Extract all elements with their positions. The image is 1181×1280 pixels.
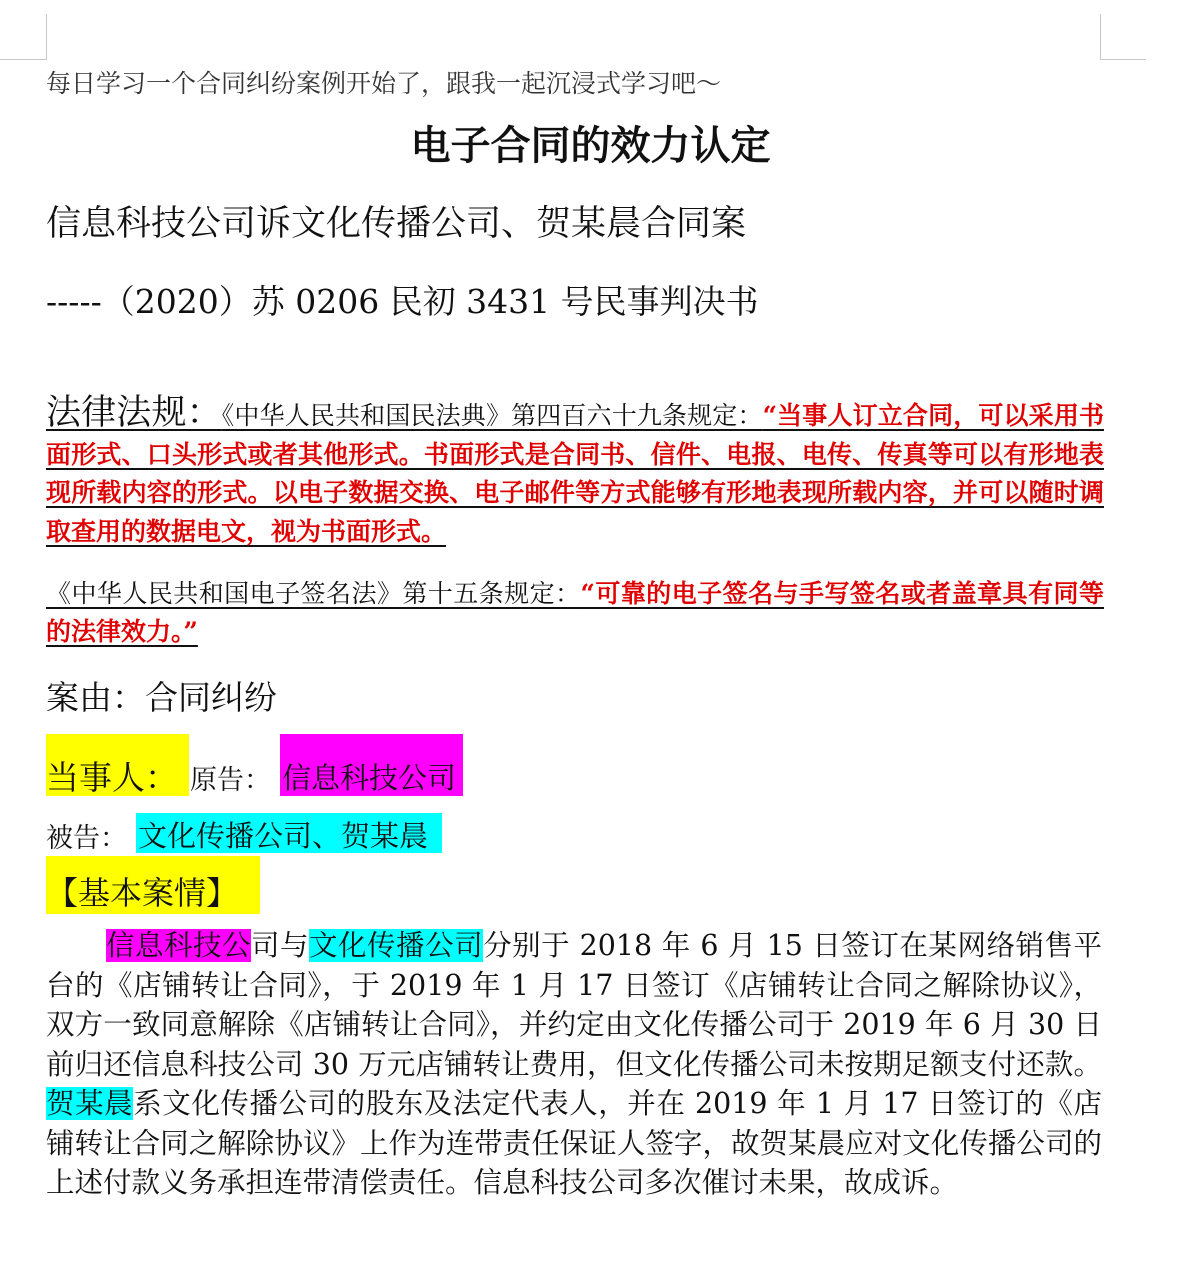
facts-text-2: 分别于 2018 年 6 月 15 日签订在某网络销售平台的《店铺转让合同》，于 2019 年 1 月 17 日签订《店铺转让合同之解除协议》，双方一致同意解除《店铺转让合同》，并约定由文化传播公司于 2019 年 6 月 30 日前归还信息科技公司 30 万元店铺转让费用，但文化传播公司未按期足额支付还款。 xyxy=(46,929,1102,1081)
defendant-names: 文化传播公司、贺某晨 xyxy=(138,819,429,853)
defendant-label: 被告： xyxy=(46,823,127,854)
law2-source: 《中华人民共和国电子签名法》第十五条规定： xyxy=(46,579,581,608)
law1-source: 《中华人民共和国民法典》第四百六十九条规定： xyxy=(221,401,763,430)
corner-mark-right-v xyxy=(1100,14,1101,60)
law-paragraph-2 xyxy=(46,575,1104,651)
law1-text: “当事人订立合同，可以采用书面形式、口头形式或者其他形式。书面形式是合同书、信件、电报、电传、传真等可以有形地表现所载内容的形式。以电子数据交换、电子邮件等方式能够有形地表现所载内容，并可以随时调取查用的数据电文，视为书面形式。 xyxy=(46,401,1104,546)
law-paragraph-1 xyxy=(46,394,1104,551)
judgment-reference: -----（2020）苏 0206 民初 3431 号民事判决书 xyxy=(46,282,759,321)
laws-heading: 法律法规： xyxy=(46,393,222,433)
facts-paragraph xyxy=(46,926,1102,1203)
plaintiff-label: 原告： xyxy=(190,765,271,796)
law2-text: “可靠的电子签名与手写签名或者盖章具有同等的法律效力。” xyxy=(46,579,1104,646)
plaintiff-name: 信息科技公司 xyxy=(282,761,457,795)
intro-text: 每日学习一个合同纠纷案例开始了，跟我一起沉浸式学习吧～ xyxy=(46,69,722,98)
corner-mark-left-v xyxy=(46,14,47,60)
facts-text-1: 司与 xyxy=(251,929,310,962)
facts-highlight-plaintiff: 信息科技公 xyxy=(106,929,252,962)
corner-mark-left-h xyxy=(0,59,47,60)
document-title: 电子合同的效力认定 xyxy=(410,122,771,169)
facts-text-3: 系文化传播公司的股东及法定代表人，并在 2019 年 1 月 17 日签订的《店铺转让合同之解除协议》上作为连带责任保证人签字，故贺某晨应对文化传播公司的上述付款义务承担连带清偿责任。信息科技公司多次催讨未果，故成诉。 xyxy=(46,1087,1102,1199)
case-cause: 案由：合同纠纷 xyxy=(46,678,277,717)
facts-highlight-defendant-person: 贺某晨 xyxy=(46,1087,134,1120)
case-name: 信息科技公司诉文化传播公司、贺某晨合同案 xyxy=(46,204,747,244)
corner-mark-right-h xyxy=(1100,59,1146,60)
parties-label: 当事人： xyxy=(46,758,178,797)
facts-highlight-defendant-company: 文化传播公司 xyxy=(309,929,484,962)
facts-heading: 【基本案情】 xyxy=(46,874,239,912)
